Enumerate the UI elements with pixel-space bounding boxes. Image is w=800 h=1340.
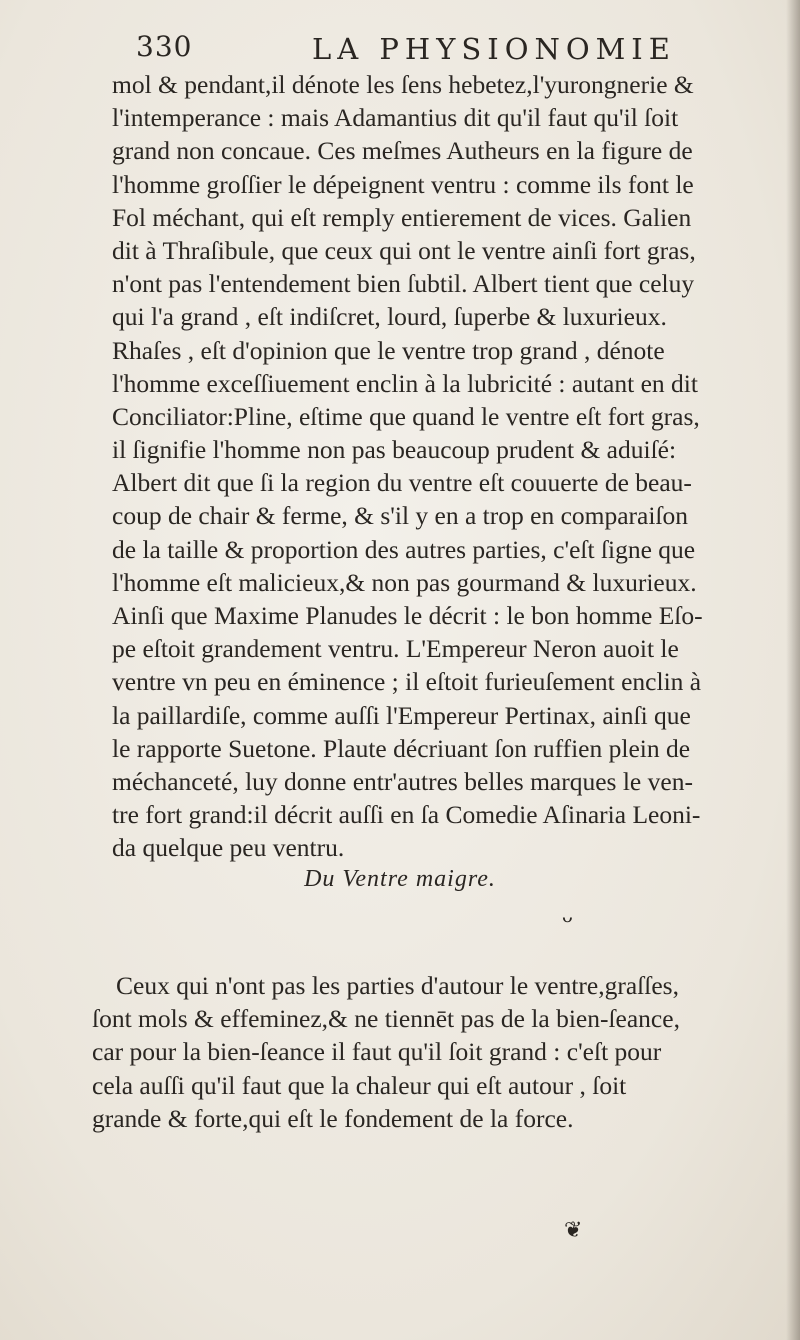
text-line: il ſignifie l'homme non pas beaucoup prudent & aduiſé: — [112, 435, 677, 465]
text-line: qui l'a grand , eſt indiſcret, lourd, ſuperbe & luxurieux. — [112, 302, 667, 332]
text-line: ſont mols & effeminez,& ne tiennēt pas de la bien-ſeance, — [92, 1004, 680, 1034]
text-line: Fol méchant, qui eſt remply entierement de vices. Galien — [112, 202, 692, 232]
text-line: méchanceté, luy donne entr'autres belles marques le ven- — [112, 766, 693, 796]
text-line: Albert dit que ſi la region du ventre eſt couuerte de beau- — [112, 468, 692, 498]
ornament-mark: ❦ — [564, 1218, 583, 1243]
paragraph-ventre-grand — [112, 68, 784, 865]
fleuron-ornament: ᴗ — [562, 906, 573, 927]
text-line: pe eſtoit grandement ventru. L'Empereur Neron auoit le — [112, 634, 679, 664]
text-line: l'intemperance : mais Adamantius dit qu'il faut qu'il ſoit — [112, 103, 679, 133]
page-number: 330 — [136, 30, 193, 63]
text-line: le rapporte Suetone. Plaute décriuant ſon ruffien plein de — [112, 733, 691, 763]
text-line: tre fort grand:il décrit auſſi en ſa Comedie Aſinaria Leoni- — [112, 800, 701, 830]
text-line: l'homme groſſier le dépeignent ventru : comme ils font le — [112, 169, 694, 199]
section-heading: Du Ventre maigre. — [304, 866, 496, 892]
text-line: car pour la bien-ſeance il faut qu'il ſoit grand : c'eſt pour — [92, 1037, 662, 1067]
text-line: grand non concaue. Ces meſmes Autheurs en la figure de — [112, 136, 693, 166]
page-edge-shadow — [786, 0, 800, 1340]
text-line: n'ont pas l'entendement bien ſubtil. Albert tient que celuy — [112, 269, 695, 299]
text-line: ventre vn peu en éminence ; il eſtoit furieuſement enclin à — [112, 667, 702, 697]
text-line: Rhaſes , eſt d'opinion que le ventre trop grand , dénote — [112, 335, 665, 365]
text-line: Conciliator:Pline, eſtime que quand le ventre eſt fort gras, — [112, 401, 700, 431]
text-line: de la taille & proportion des autres parties, c'eſt ſigne que — [112, 534, 696, 564]
text-line: Ainſi que Maxime Planudes le décrit : le bon homme Eſo- — [112, 601, 703, 630]
text-line: da quelque peu ventru. — [112, 833, 345, 863]
page-header — [136, 28, 696, 68]
text-line: l'homme exceſſiuement enclin à la lubricité : autant en dit — [112, 368, 698, 398]
text-line: cela auſſi qu'il faut que la chaleur qui eſt autour , ſoit — [92, 1070, 627, 1100]
text-line: dit à Thraſibule, que ceux qui ont le ventre ainſi fort gras, — [112, 235, 696, 265]
text-line: grande & forte,qui eſt le fondement de la force. — [92, 1103, 574, 1133]
text-line: mol & pendant,il dénote les ſens hebetez,l'yurongnerie & — [112, 70, 694, 99]
text-line: coup de chair & ferme, & s'il y en a trop en comparaiſon — [112, 501, 689, 531]
paragraph-ventre-maigre — [92, 970, 782, 1136]
running-title: LA PHYSIONOMIE — [312, 32, 676, 66]
text-line: l'homme eſt malicieux,& non pas gourmand & luxurieux. — [112, 567, 697, 597]
text-line: la paillardiſe, comme auſſi l'Empereur Pertinax, ainſi que — [112, 700, 691, 730]
text-line: Ceux qui n'ont pas les parties d'autour le ventre,graſſes, — [116, 971, 679, 1000]
